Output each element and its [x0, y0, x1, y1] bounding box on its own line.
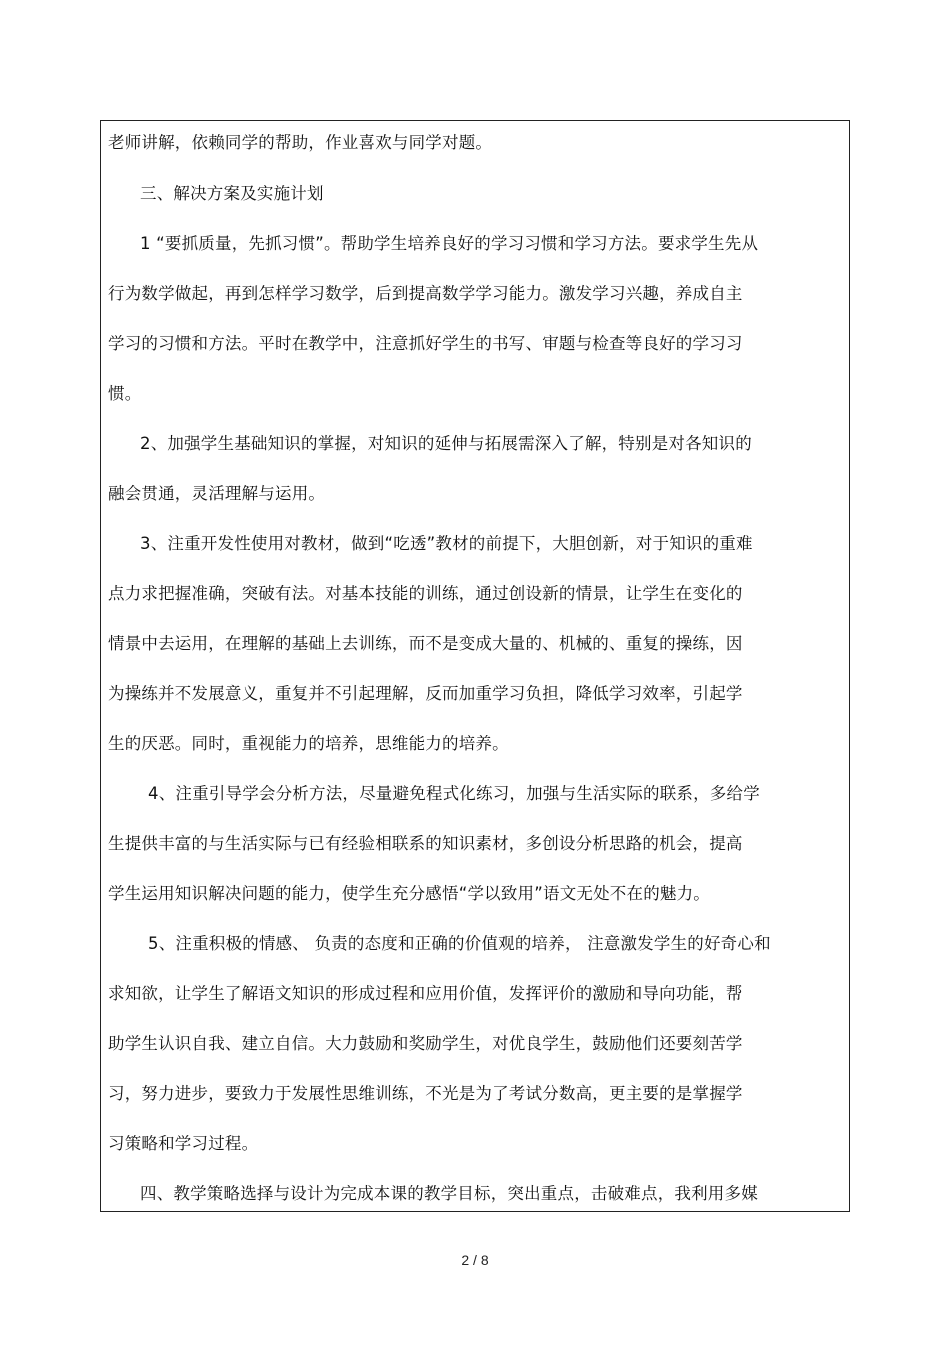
text-line: 惯。	[108, 384, 142, 403]
text-line: 情景中去运用，在理解的基础上去训练，而不是变成大量的、机械的、重复的操练，因	[108, 634, 743, 653]
text-line: 点力求把握准确，突破有法。对基本技能的训练，通过创设新的情景，让学生在变化的	[108, 584, 743, 603]
text-line: 4、注重引导学会分析方法，尽量避免程式化练习，加强与生活实际的联系，多给学	[148, 784, 760, 803]
text-line: 5、注重积极的情感、 负责的态度和正确的价值观的培养， 注意激发学生的好奇心和	[148, 934, 771, 953]
text-line: 学习的习惯和方法。平时在教学中，注意抓好学生的书写、审题与检查等良好的学习习	[108, 334, 743, 353]
section-heading: 三、解决方案及实施计划	[140, 184, 324, 203]
text-line: 助学生认识自我、建立自信。大力鼓励和奖励学生，对优良学生，鼓励他们还要刻苦学	[108, 1034, 743, 1053]
text-line: 求知欲，让学生了解语文知识的形成过程和应用价值，发挥评价的激励和导向功能，帮	[108, 984, 743, 1003]
text-line: 习策略和学习过程。	[108, 1134, 259, 1153]
text-line: 行为数学做起，再到怎样学习数学，后到提高数学学习能力。激发学习兴趣，养成自主	[108, 284, 743, 303]
text-line: 老师讲解，依赖同学的帮助，作业喜欢与同学对题。	[108, 133, 493, 152]
text-line: 学生运用知识解决问题的能力，使学生充分感悟“学以致用”语文无处不在的魅力。	[108, 884, 710, 903]
page-number: 2 / 8	[461, 1252, 489, 1268]
text-line: 融会贯通，灵活理解与运用。	[108, 484, 326, 503]
text-line: 2、加强学生基础知识的掌握，对知识的延伸与拓展需深入了解，特别是对各知识的	[140, 434, 752, 453]
text-line: 3、注重开发性使用对教材，做到“吃透”教材的前提下，大胆创新，对于知识的重难	[140, 534, 753, 553]
text-line: 习，努力进步，要致力于发展性思维训练，不光是为了考试分数高，更主要的是掌握学	[108, 1084, 743, 1103]
text-line: 生提供丰富的与生活实际与已有经验相联系的知识素材，多创设分析思路的机会，提高	[108, 834, 743, 853]
text-line: 生的厌恶。同时，重视能力的培养，思维能力的培养。	[108, 734, 509, 753]
text-line: 为操练并不发展意义，重复并不引起理解，反而加重学习负担，降低学习效率，引起学	[108, 684, 743, 703]
text-line: 1 “要抓质量，先抓习惯”。帮助学生培养良好的学习习惯和学习方法。要求学生先从	[140, 234, 759, 253]
section-heading: 四、教学策略选择与设计为完成本课的教学目标，突出重点，击破难点，我利用多媒	[140, 1184, 758, 1203]
